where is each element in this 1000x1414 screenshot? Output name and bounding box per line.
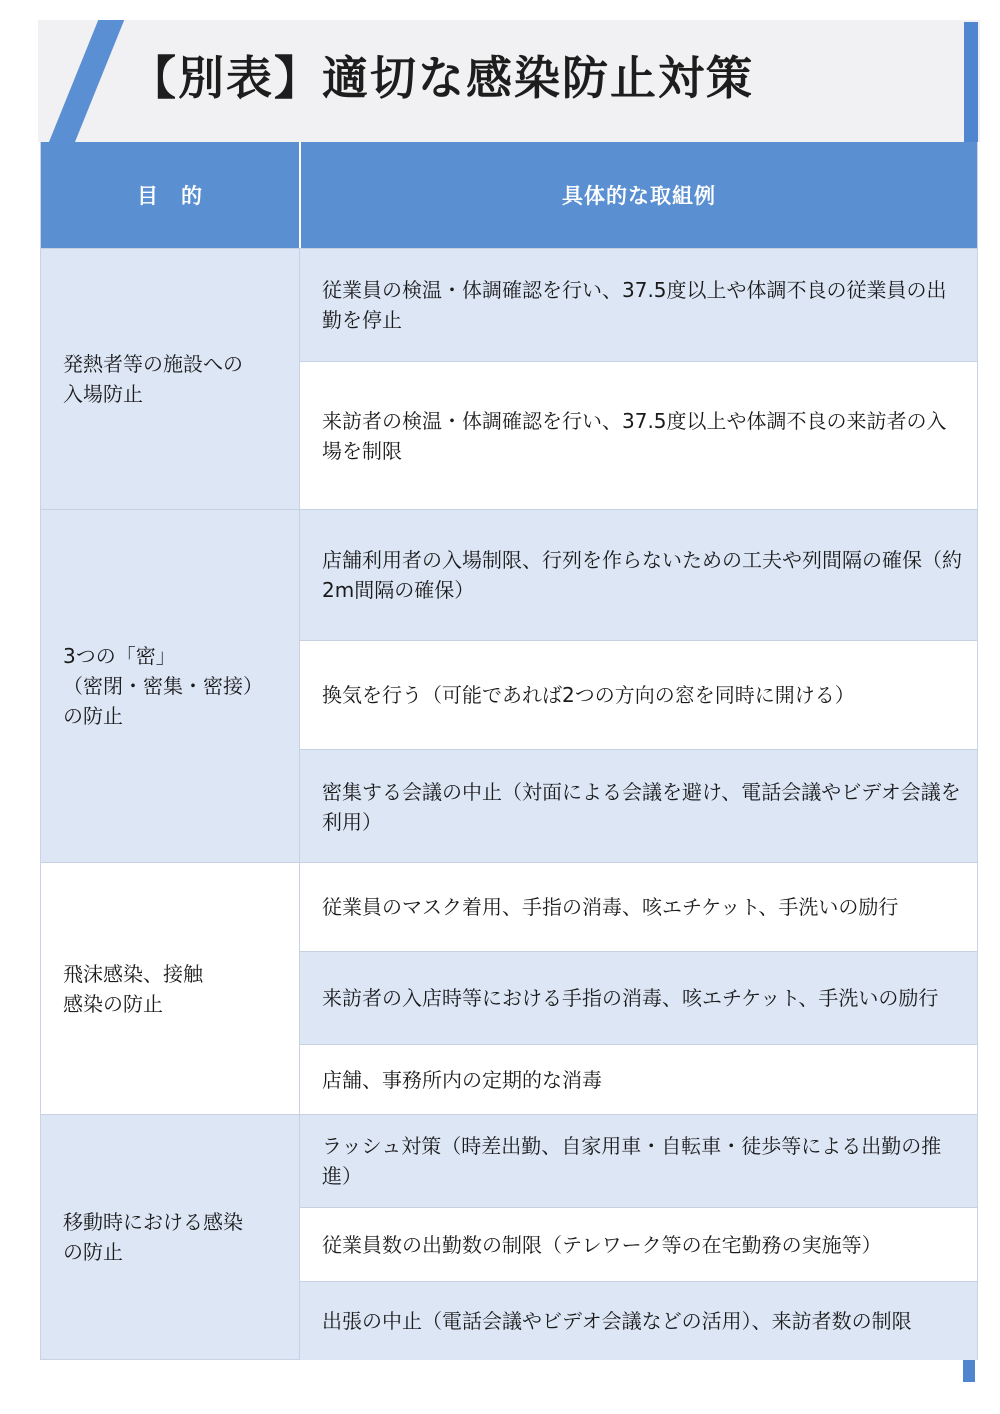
page-title: 【別表】適切な感染防止対策	[130, 51, 754, 105]
table-group-three-c	[41, 509, 977, 862]
example-item: 従業員の検温・体調確認を行い、37.5度以上や体調不良の従業員の出勤を停止	[300, 249, 977, 361]
example-item: 換気を行う（可能であれば2つの方向の窓を同時に開ける）	[300, 640, 977, 749]
example-item: 従業員のマスク着用、手指の消毒、咳エチケット、手洗いの励行	[300, 863, 977, 951]
example-item: ラッシュ対策（時差出勤、自家用車・自転車・徒歩等による出勤の推進）	[300, 1115, 977, 1207]
purpose-cell: 飛沫感染、接触 感染の防止	[41, 863, 299, 1114]
title-right-bar	[964, 22, 978, 142]
example-item: 店舗利用者の入場制限、行列を作らないための工夫や列間隔の確保（約2m間隔の確保）	[300, 510, 977, 640]
header-examples: 具体的な取組例	[562, 184, 716, 208]
table-group-droplet-contact	[41, 862, 977, 1114]
example-item: 店舗、事務所内の定期的な消毒	[300, 1044, 977, 1115]
example-item: 来訪者の検温・体調確認を行い、37.5度以上や体調不良の来訪者の入場を制限	[300, 361, 977, 510]
table-header-row	[41, 142, 977, 248]
corner-accent-mark	[963, 1360, 975, 1382]
purpose-cell: 発熱者等の施設への 入場防止	[41, 249, 299, 509]
header-purpose: 目 的	[137, 184, 203, 208]
title-accent-stripe	[38, 20, 134, 142]
purpose-cell: 3つの「密」 （密閉・密集・密接） の防止	[41, 510, 299, 862]
example-item: 従業員数の出勤数の制限（テレワーク等の在宅勤務の実施等）	[300, 1207, 977, 1281]
example-item: 出張の中止（電話会議やビデオ会議などの活用）、来訪者数の制限	[300, 1281, 977, 1360]
purpose-cell: 移動時における感染 の防止	[41, 1115, 299, 1359]
example-item: 来訪者の入店時等における手指の消毒、咳エチケット、手洗いの励行	[300, 951, 977, 1044]
measures-table	[40, 142, 978, 1360]
example-item: 密集する会議の中止（対面による会議を避け、電話会議やビデオ会議を利用）	[300, 749, 977, 863]
table-group-commute	[41, 1114, 977, 1359]
table-group-fever-entry	[41, 248, 977, 509]
